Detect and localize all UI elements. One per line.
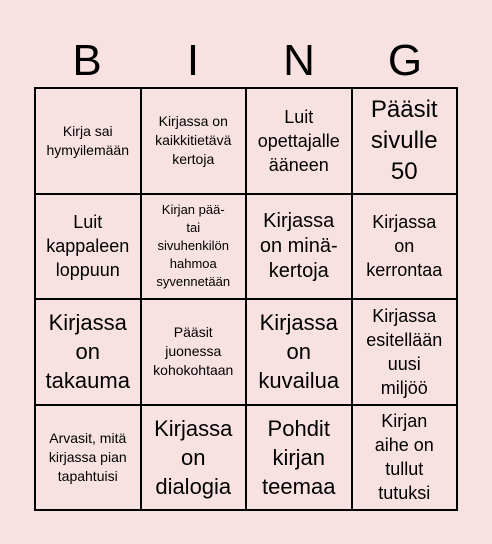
cell-text: Luit kappaleen loppuun bbox=[46, 212, 130, 281]
cell-text: Kirjassa on dialogia bbox=[154, 415, 233, 499]
cell-text: Kirjan pää- tai sivuhenkilön hahmoa syvennetään bbox=[156, 202, 231, 290]
bingo-cell-r3c3[interactable] bbox=[246, 299, 352, 405]
cell-text: Kirjassa esitellään uusi miljöö bbox=[366, 305, 443, 398]
bingo-card bbox=[34, 87, 458, 511]
header-letter-i: I bbox=[186, 36, 200, 85]
bingo-cell-r1c4[interactable] bbox=[352, 88, 458, 194]
bingo-cell-r1c1[interactable] bbox=[35, 88, 141, 194]
cell-text: Kirjassa on kaikkitietävä kertoja bbox=[155, 113, 232, 168]
bingo-cell-r1c3[interactable] bbox=[246, 88, 352, 194]
cell-text: Kirjassa on minä- kertoja bbox=[259, 209, 338, 282]
cell-text: Kirjan aihe on tullut tutuksi bbox=[374, 411, 434, 504]
cell-text: Luit opettajalle ääneen bbox=[257, 106, 340, 175]
cell-text: Pohdit kirjan teemaa bbox=[262, 415, 336, 499]
bingo-cell-r3c2[interactable] bbox=[141, 299, 247, 405]
bingo-cell-r2c4[interactable] bbox=[352, 194, 458, 300]
bingo-cell-r2c2[interactable] bbox=[141, 194, 247, 300]
bingo-cell-r2c1[interactable] bbox=[35, 194, 141, 300]
cell-text: Pääsit sivulle 50 bbox=[370, 96, 438, 186]
cell-text: Kirjassa on takauma bbox=[45, 310, 130, 394]
bingo-cell-r4c4[interactable] bbox=[352, 405, 458, 511]
bingo-cell-r4c2[interactable] bbox=[141, 405, 247, 511]
cell-text: Kirjassa on kerrontaa bbox=[366, 212, 443, 281]
bingo-cell-r3c4[interactable] bbox=[352, 299, 458, 405]
cell-text: Kirja sai hymyilemään bbox=[46, 122, 129, 158]
header-letter-b: B bbox=[72, 36, 102, 85]
cell-text: Kirjassa on kuvailua bbox=[258, 310, 340, 394]
bingo-cell-r4c3[interactable] bbox=[246, 405, 352, 511]
bingo-header bbox=[34, 36, 458, 86]
header-letter-g: G bbox=[387, 36, 423, 85]
header-letter-n: N bbox=[283, 36, 315, 85]
bingo-cell-r2c3[interactable] bbox=[246, 194, 352, 300]
cell-text: Pääsit juonessa kohokohtaan bbox=[153, 324, 234, 379]
bingo-cell-r1c2[interactable] bbox=[141, 88, 247, 194]
cell-text: Arvasit, mitä kirjassa pian tapahtuisi bbox=[48, 429, 127, 484]
bingo-cell-r3c1[interactable] bbox=[35, 299, 141, 405]
bingo-cell-r4c1[interactable] bbox=[35, 405, 141, 511]
